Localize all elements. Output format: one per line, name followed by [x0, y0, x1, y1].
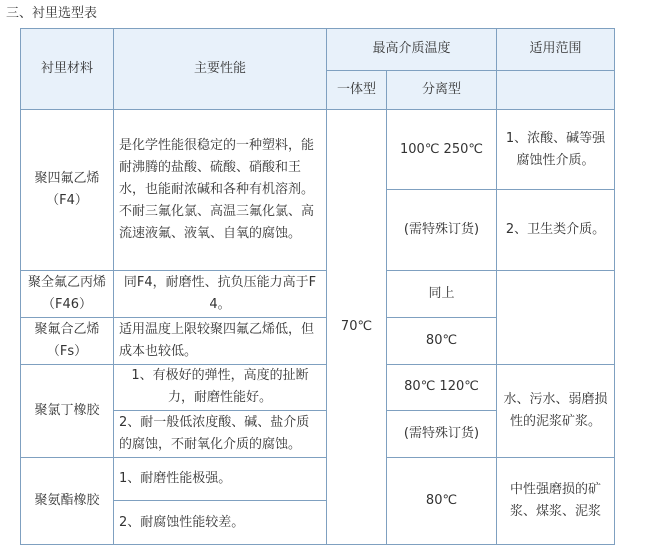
- header-max-temp: 最高介质温度: [327, 29, 497, 71]
- scope-f46-fs-blank: [497, 271, 615, 364]
- scope-f4-2: 2、卫生类介质。: [497, 190, 615, 271]
- separate-neoprene-temp: 80℃ 120℃: [387, 364, 497, 411]
- header-properties: 主要性能: [114, 29, 327, 110]
- material-f4-name: 聚四氟乙烯: [34, 171, 100, 187]
- properties-neoprene-2: 2、耐一般低浓度酸、碱、盐介质的腐蚀，不耐氧化介质的腐蚀。: [114, 411, 327, 458]
- properties-fs: 适用温度上限较聚四氟乙烯低，但成本也较低。: [114, 317, 327, 364]
- material-fs-code: （Fs）: [46, 343, 88, 359]
- properties-polyurethane-1: 1、耐磨性能极强。: [114, 457, 327, 501]
- header-separate: 分离型: [387, 70, 497, 110]
- properties-neoprene-1: 1、有极好的弹性，高度的扯断力，耐磨性能好。: [114, 364, 327, 411]
- material-f46-name: 聚全氟乙丙烯: [27, 275, 106, 291]
- scope-polyurethane: 中性强磨损的矿浆、煤浆、泥浆: [497, 457, 615, 544]
- properties-f46: 同F4，耐磨性、抗负压能力高于F4。: [114, 271, 327, 318]
- lining-selection-table: [20, 28, 615, 545]
- section-title: 三、衬里选型表: [6, 6, 98, 21]
- material-neoprene: 聚氯丁橡胶: [21, 364, 114, 457]
- material-f46-code: （F46）: [41, 297, 93, 313]
- header-material: 衬里材料: [21, 29, 114, 110]
- integral-temp: 70℃: [327, 110, 387, 545]
- material-polyurethane: 聚氨酯橡胶: [21, 457, 114, 544]
- material-f4-code: （F4）: [46, 193, 88, 209]
- material-f4: [21, 110, 114, 271]
- separate-f46: 同上: [387, 271, 497, 318]
- separate-fs: 80℃: [387, 317, 497, 364]
- header-integral: 一体型: [327, 70, 387, 110]
- header-scope: 适用范围: [497, 29, 615, 71]
- scope-neoprene: 水、污水、弱磨损性的泥浆矿浆。: [497, 364, 615, 457]
- properties-polyurethane-2: 2、耐腐蚀性能较差。: [114, 501, 327, 545]
- separate-polyurethane: 80℃: [387, 457, 497, 544]
- material-f46: [21, 271, 114, 318]
- properties-f4: 是化学性能很稳定的一种塑料，能耐沸腾的盐酸、硫酸、硝酸和王水，也能耐浓碱和各种有机溶剂。不耐三氟化氯、高温三氟化氯、高流速液氟、液氧、自氧的腐蚀。: [114, 110, 327, 271]
- scope-f4-1: 1、浓酸、碱等强腐蚀性介质。: [497, 110, 615, 190]
- header-scope-blank: [497, 70, 615, 110]
- material-fs-name: 聚氟合乙烯: [34, 321, 100, 337]
- separate-f4-temp: 100℃ 250℃: [387, 110, 497, 190]
- separate-f4-order: (需特殊订货): [387, 190, 497, 271]
- material-fs: [21, 317, 114, 364]
- separate-neoprene-order: (需特殊订货): [387, 411, 497, 458]
